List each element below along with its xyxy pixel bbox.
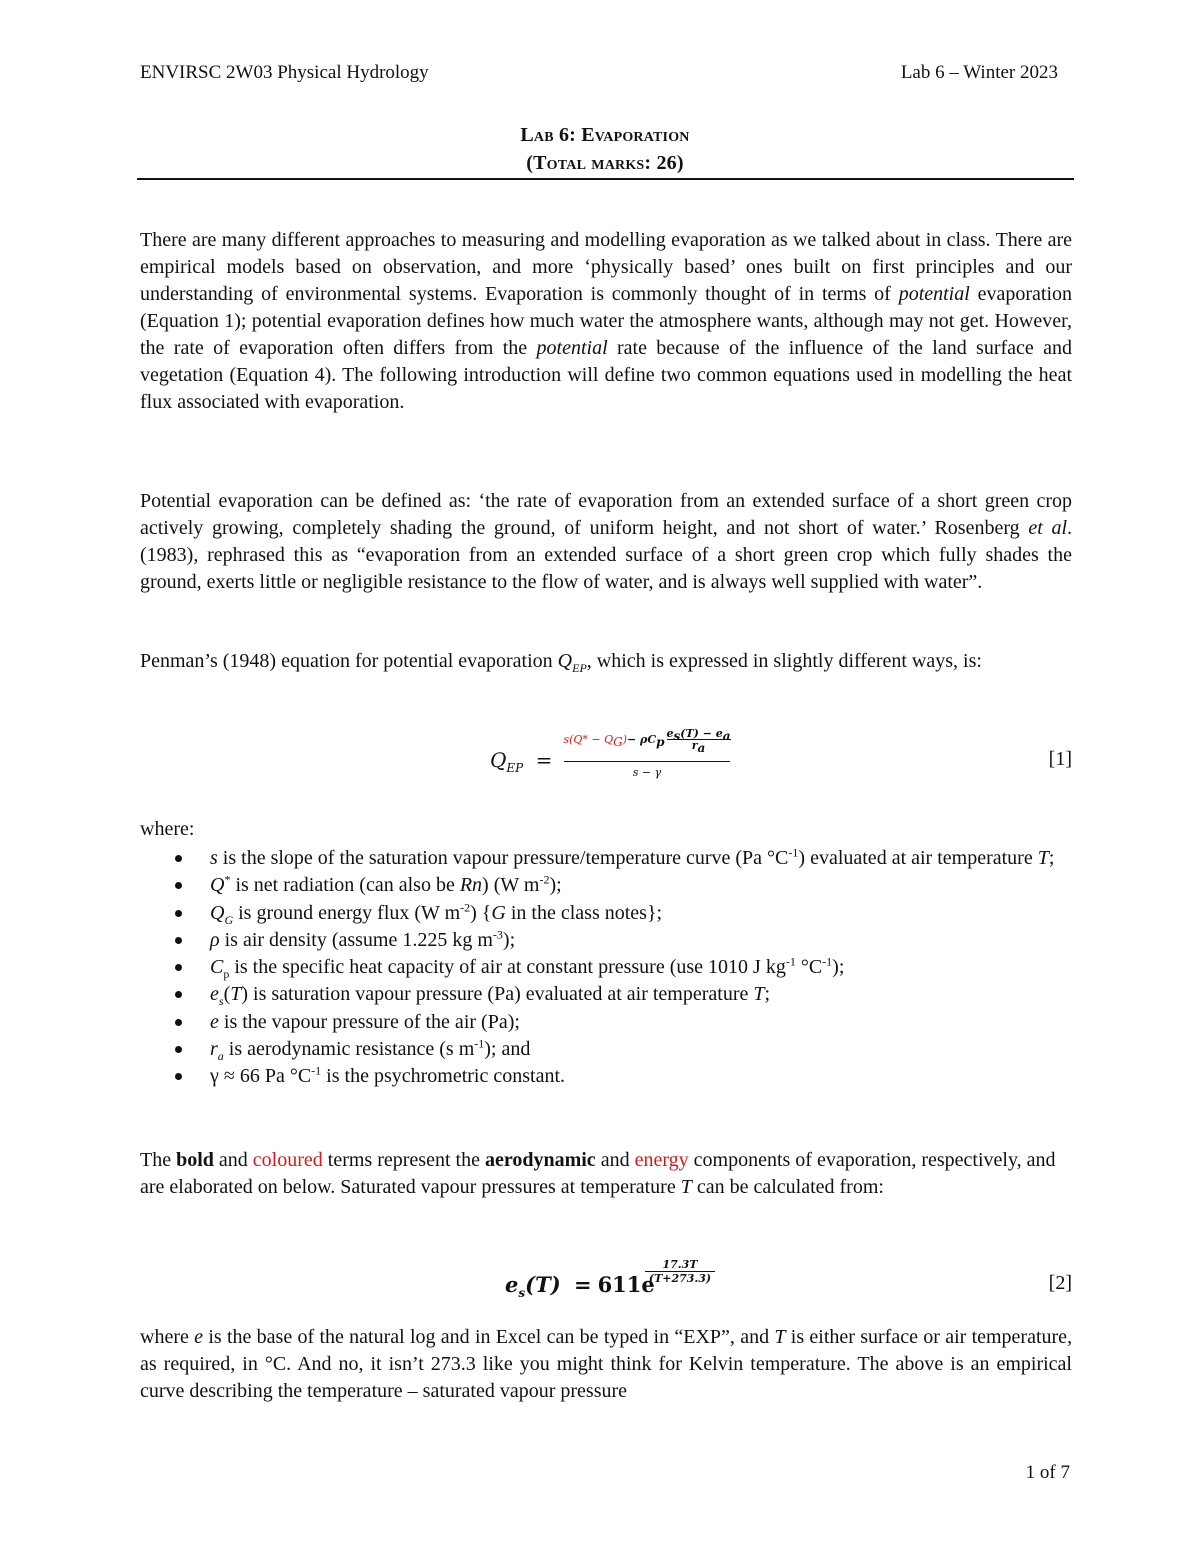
list-item: ρ is air density (assume 1.225 kg $m^{-3}$);	[140, 927, 1080, 954]
intro-paragraph: There are many different approaches to measuring and modelling evaporation as we talked about in class. There are empirical models based on observation, and more ‘physically based’ ones built on first principles and our understanding of environmental systems. Evaporation is commonly thought of in terms of potential evaporation (Equation 1); potential evaporation defines how much water the atmosphere wants, although may not get. However, the rate of evaporation often differs from the potential rate because of the influence of the land surface and vegetation (Equation 4). The following introduction will define two common equations used in modelling the heat flux associated with evaporation.	[140, 229, 1073, 413]
list-item: $e_s(T)$ is saturation vapour pressure (Pa) evaluated at air temperature T;	[140, 981, 1080, 1008]
equation-numerator: $s(Q* - Q_G)- \rho C_p$ $e_s(T) - e_a$ $r_a$	[563, 727, 731, 756]
total-marks: (Total marks: 26)	[526, 152, 684, 174]
components-paragraph: The bold and coloured terms represent the aerodynamic and energy components of evaporation, respectively, and are elaborated on below. Saturated vapour pressures at temperature T can be calculated from:	[140, 1149, 1056, 1198]
list-item: $C_p$ is the specific heat capacity of air at constant pressure (use 1010 J $kg^{-1}$ $^\circ C^{-1}$);	[140, 954, 1080, 981]
exponent: 17.3T (T+273.3)	[645, 1258, 715, 1285]
exp-explanation-paragraph: where e is the base of the natural log and in Excel can be typed in “EXP”, and T is either surface or air temperature, as required, in °C. And no, it isn’t 273.3 like you might think for Kelvin temperature. The above is an empirical curve describing the temperature – saturated vapour pressure	[140, 1326, 1073, 1402]
list-item: $r_a$ is aerodynamic resistance (s $m^{-1}$); and	[140, 1036, 1080, 1063]
header-lab-term: Lab 6 – Winter 2023	[900, 62, 1058, 83]
where-label: where:	[140, 818, 195, 840]
fraction-bar	[564, 761, 730, 762]
energy-term: $s(Q* - Q_G)$	[563, 732, 628, 749]
equation-2-label: [2]	[1048, 1272, 1072, 1294]
page-number: 1 of 7	[1025, 1462, 1070, 1483]
penman-paragraph: Penman’s (1948) equation for potential evaporation $Q_{EP}$, which is expressed in slightly different ways, is:	[140, 650, 982, 675]
list-item: Q* is net radiation (can also be Rn) (W $m^{-2}$);	[140, 872, 1080, 899]
equation-saturation-vapour: $e_s(T) = 611e$ 17.3T (T+273.3)	[505, 1258, 735, 1308]
list-item: e is the vapour pressure of the air (Pa);	[140, 1009, 1080, 1036]
header-course: ENVIRSC 2W03 Physical Hydrology	[140, 62, 429, 83]
list-item: $Q_G$ is ground energy flux (W $m^{-2}$) {G in the class notes};	[140, 900, 1080, 927]
variable-list	[140, 845, 1080, 1091]
equation-penman: $Q_{EP}$ = $s(Q* - Q_G)- \rho C_p$ $e_s(T) - e_a$ $r_a$ s − γ	[490, 727, 731, 779]
title-divider	[137, 178, 1074, 180]
list-item: s is the slope of the saturation vapour pressure/temperature curve (Pa $^\circ C^{-1}$) evaluated at air temperature T;	[140, 845, 1080, 872]
equation-denominator: s − γ	[632, 766, 662, 779]
list-item: γ ≈ 66 Pa $^\circ C^{-1}$ is the psychrometric constant.	[140, 1063, 1080, 1090]
page-title: Lab 6: Evaporation	[520, 124, 690, 146]
equation-1-label: [1]	[1048, 748, 1072, 770]
definition-paragraph: Potential evaporation can be defined as: ‘the rate of evaporation from an extended surface of a short green crop actively growing, completely shading the ground, of uniform height, and not short of water.’ Rosenberg et al. (1983), rephrased this as “evaporation from an extended surface of a short green crop which fully shades the ground, exerts little or negligible resistance to the flow of water, and is always well supplied with water”.	[140, 490, 1073, 593]
aero-term: − $\rho C_p$	[627, 732, 665, 749]
